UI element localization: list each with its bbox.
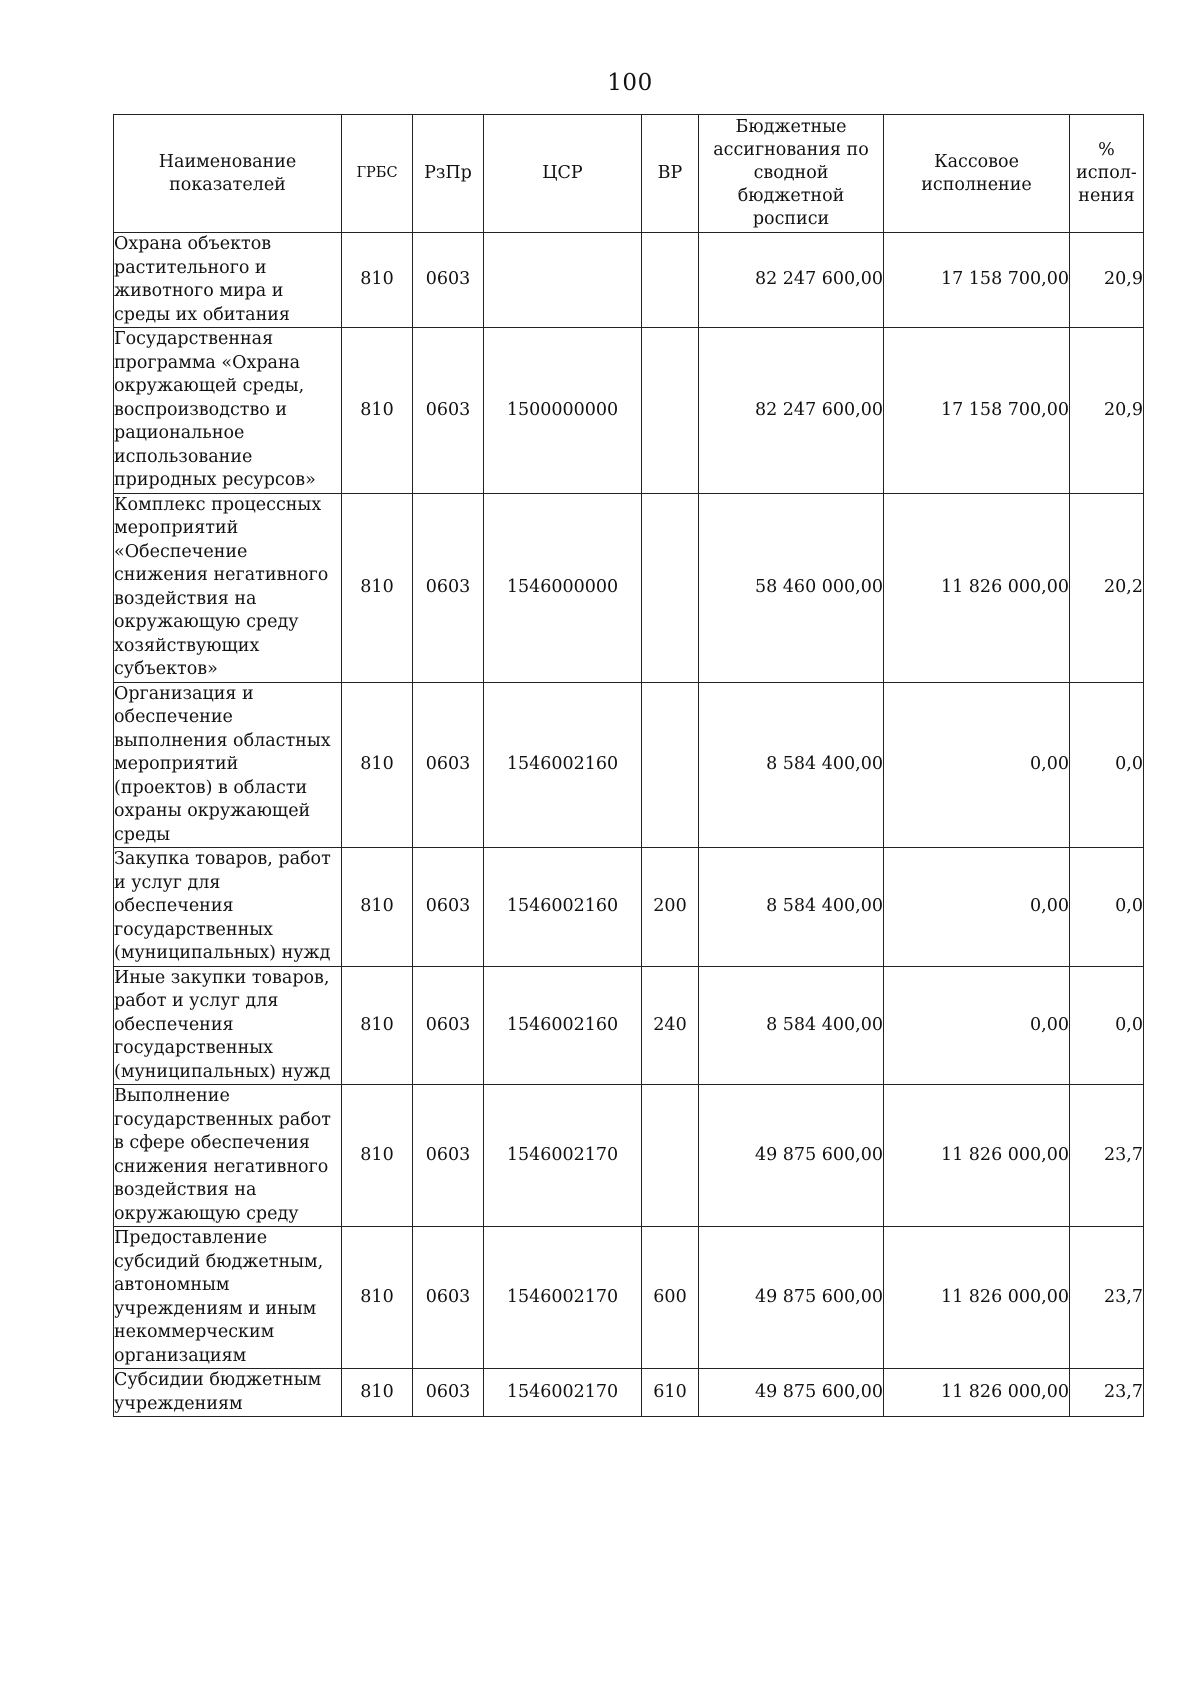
row-cash: 11 826 000,00 <box>884 1085 1070 1227</box>
row-grbs: 810 <box>342 233 413 328</box>
row-budget: 49 875 600,00 <box>699 1227 884 1369</box>
table-row <box>114 1369 1144 1417</box>
row-rzpr: 0603 <box>413 328 484 494</box>
header-execution-percent: % испол-нения <box>1070 115 1144 233</box>
row-budget: 49 875 600,00 <box>699 1369 884 1417</box>
table-row <box>114 1085 1144 1227</box>
row-rzpr: 0603 <box>413 233 484 328</box>
row-vr <box>642 233 699 328</box>
table-row <box>114 1227 1144 1369</box>
row-name: Выполнение государственных работ в сфере обеспечения снижения негативного воздействия на окружающую среду <box>114 1085 342 1227</box>
row-grbs: 810 <box>342 682 413 848</box>
row-rzpr: 0603 <box>413 1085 484 1227</box>
row-vr: 200 <box>642 848 699 967</box>
row-vr <box>642 328 699 494</box>
row-vr <box>642 682 699 848</box>
header-budget-allocations: Бюджетные ассигнования по сводной бюджетной росписи <box>699 115 884 233</box>
header-csr: ЦСР <box>484 115 642 233</box>
row-vr: 240 <box>642 966 699 1085</box>
row-grbs: 810 <box>342 328 413 494</box>
row-rzpr: 0603 <box>413 848 484 967</box>
row-grbs: 810 <box>342 493 413 682</box>
page-number: 100 <box>607 70 653 96</box>
table-row <box>114 682 1144 848</box>
row-grbs: 810 <box>342 1085 413 1227</box>
row-cash: 11 826 000,00 <box>884 1227 1070 1369</box>
row-csr: 1546002170 <box>484 1085 642 1227</box>
row-rzpr: 0603 <box>413 493 484 682</box>
row-budget: 8 584 400,00 <box>699 682 884 848</box>
row-name: Предоставление субсидий бюджетным, автономным учреждениям и иным некоммерческим организациям <box>114 1227 342 1369</box>
header-vr: ВР <box>642 115 699 233</box>
row-name: Комплекс процессных мероприятий «Обеспечение снижения негативного воздействия на окружающую среду хозяйствующих субъектов» <box>114 493 342 682</box>
row-budget: 8 584 400,00 <box>699 966 884 1085</box>
row-cash: 0,00 <box>884 682 1070 848</box>
row-grbs: 810 <box>342 1227 413 1369</box>
row-csr: 1546002170 <box>484 1227 642 1369</box>
table-row <box>114 493 1144 682</box>
row-budget: 82 247 600,00 <box>699 233 884 328</box>
table-row <box>114 233 1144 328</box>
table-row <box>114 966 1144 1085</box>
row-name: Иные закупки товаров, работ и услуг для обеспечения государственных (муниципальных) нужд <box>114 966 342 1085</box>
row-rzpr: 0603 <box>413 1369 484 1417</box>
row-csr <box>484 233 642 328</box>
row-percent: 23,7 <box>1070 1085 1144 1227</box>
row-percent: 0,0 <box>1070 682 1144 848</box>
row-name: Государственная программа «Охрана окружающей среды, воспроизводство и рациональное использование природных ресурсов» <box>114 328 342 494</box>
header-cash-execution: Кассовое исполнение <box>884 115 1070 233</box>
row-grbs: 810 <box>342 848 413 967</box>
row-percent: 20,9 <box>1070 233 1144 328</box>
row-percent: 23,7 <box>1070 1369 1144 1417</box>
row-csr: 1546002160 <box>484 966 642 1085</box>
row-percent: 20,9 <box>1070 328 1144 494</box>
row-name: Охрана объектов растительного и животного мира и среды их обитания <box>114 233 342 328</box>
header-name: Наименование показателей <box>114 115 342 233</box>
row-csr: 1546002160 <box>484 682 642 848</box>
table-row <box>114 848 1144 967</box>
row-vr: 610 <box>642 1369 699 1417</box>
row-cash: 11 826 000,00 <box>884 1369 1070 1417</box>
row-grbs: 810 <box>342 966 413 1085</box>
row-cash: 11 826 000,00 <box>884 493 1070 682</box>
budget-execution-table <box>113 114 1144 1417</box>
row-percent: 0,0 <box>1070 848 1144 967</box>
row-budget: 8 584 400,00 <box>699 848 884 967</box>
row-percent: 20,2 <box>1070 493 1144 682</box>
row-budget: 82 247 600,00 <box>699 328 884 494</box>
row-vr <box>642 1085 699 1227</box>
row-vr <box>642 493 699 682</box>
row-rzpr: 0603 <box>413 682 484 848</box>
row-cash: 17 158 700,00 <box>884 233 1070 328</box>
table-header-row <box>114 115 1144 233</box>
row-budget: 49 875 600,00 <box>699 1085 884 1227</box>
row-csr: 1546002160 <box>484 848 642 967</box>
row-name: Субсидии бюджетным учреждениям <box>114 1369 342 1417</box>
row-name: Закупка товаров, работ и услуг для обеспечения государственных (муниципальных) нужд <box>114 848 342 967</box>
row-rzpr: 0603 <box>413 966 484 1085</box>
row-budget: 58 460 000,00 <box>699 493 884 682</box>
table-row <box>114 328 1144 494</box>
row-grbs: 810 <box>342 1369 413 1417</box>
row-vr: 600 <box>642 1227 699 1369</box>
row-percent: 0,0 <box>1070 966 1144 1085</box>
row-csr: 1500000000 <box>484 328 642 494</box>
row-csr: 1546000000 <box>484 493 642 682</box>
row-csr: 1546002170 <box>484 1369 642 1417</box>
row-cash: 0,00 <box>884 848 1070 967</box>
row-name: Организация и обеспечение выполнения областных мероприятий (проектов) в области охраны окружающей среды <box>114 682 342 848</box>
row-cash: 0,00 <box>884 966 1070 1085</box>
row-rzpr: 0603 <box>413 1227 484 1369</box>
row-percent: 23,7 <box>1070 1227 1144 1369</box>
header-grbs: ГРБС <box>342 115 413 233</box>
row-cash: 17 158 700,00 <box>884 328 1070 494</box>
header-rzpr: РзПр <box>413 115 484 233</box>
